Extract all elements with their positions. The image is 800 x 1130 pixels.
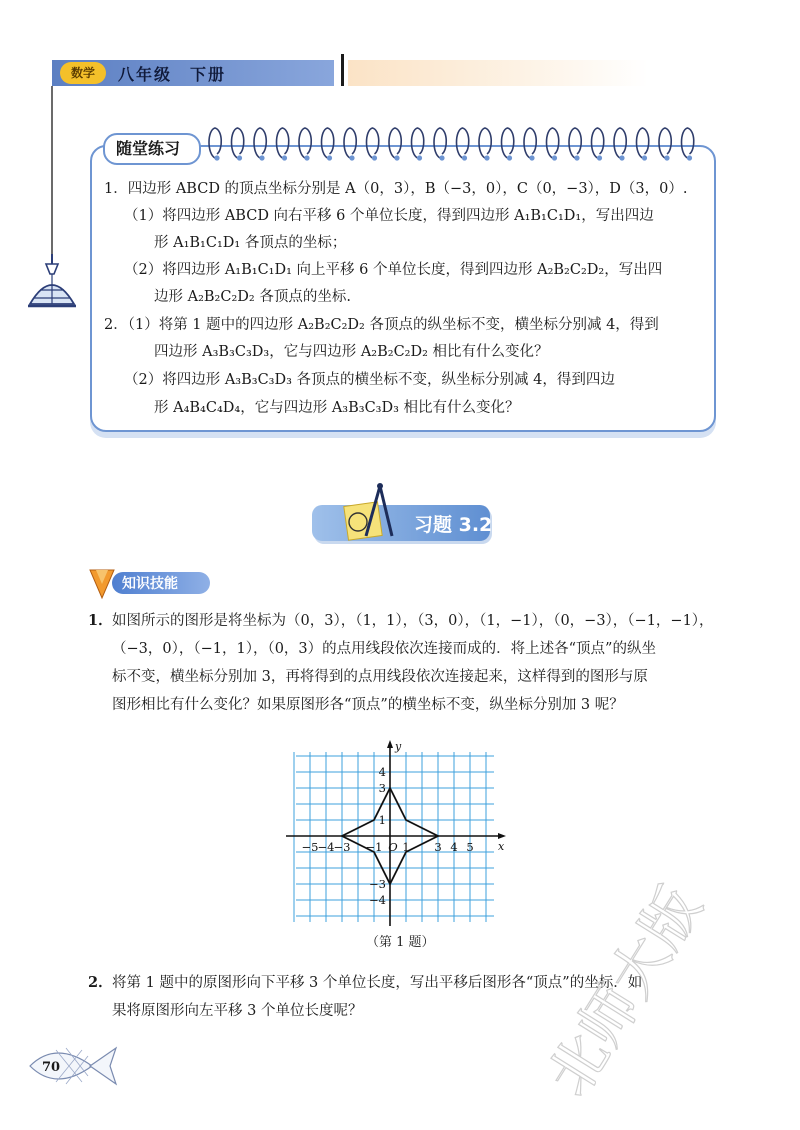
y-tick-label: 1	[378, 813, 386, 827]
spiral-hole	[259, 155, 264, 160]
x-tick-label: −4	[317, 840, 335, 854]
fish-page-ornament	[26, 1042, 118, 1090]
spiral-hole	[597, 155, 602, 160]
x-tick-label: −1	[365, 840, 383, 854]
x-tick-label: 5	[466, 840, 474, 854]
spiral-hole	[552, 155, 557, 160]
watermark	[534, 870, 790, 1120]
x-axis-label: x	[498, 840, 505, 853]
practice-line-6: 2．（1）将第 1 题中的四边形 A₂B₂C₂D₂ 各顶点的纵坐标不变，横坐标分别减 4，得到	[104, 317, 659, 333]
x-tick-label: −5	[301, 840, 319, 854]
knowledge-tag-label: 知识技能	[122, 576, 178, 592]
spiral-ring	[232, 128, 244, 158]
spiral-hole	[664, 155, 669, 160]
spiral-hole	[439, 155, 444, 160]
practice-line-2: （1）将四边形 ABCD 向右平移 6 个单位长度，得到四边形 A₁B₁C₁D₁，写出四边	[124, 208, 654, 224]
x-tick-label: 1	[402, 840, 410, 854]
header-fade-bar	[348, 60, 648, 86]
spiral-ring	[344, 128, 356, 158]
y-tick-label: 3	[378, 781, 386, 795]
spiral-ring	[412, 128, 424, 158]
spiral-ring	[524, 128, 536, 158]
spiral-binding	[205, 124, 705, 166]
x-tick-label: O	[388, 840, 398, 854]
question-1-number: 1．	[88, 612, 113, 629]
spiral-ring	[592, 128, 604, 158]
question-1-line-1: 如图所示的图形是将坐标为（0，3），（1，1），（3，0），（1，−1），（0，−3），（−1，−1），	[112, 613, 714, 629]
subject-badge: 数学	[60, 62, 106, 84]
spiral-hole	[282, 155, 287, 160]
spiral-ring	[322, 128, 334, 158]
spiral-ring	[277, 128, 289, 158]
x-tick-label: 3	[434, 840, 442, 854]
practice-line-4: （2）将四边形 A₁B₁C₁D₁ 向上平移 6 个单位长度，得到四边形 A₂B₂C₂D₂，写出四	[124, 262, 663, 278]
watermark-text: 北师大版	[534, 874, 715, 1108]
spiral-hole	[507, 155, 512, 160]
spiral-ring	[682, 128, 694, 158]
practice-line-3: 形 A₁B₁C₁D₁ 各顶点的坐标；	[154, 235, 347, 251]
question-1-line-3: 标不变，横坐标分别加 3，再将得到的点用线段依次连接起来，这样得到的图形与原	[112, 669, 648, 685]
question-1-line-4: 图形相比有什么变化？如果原图形各“顶点”的横坐标不变，纵坐标分别加 3 呢？	[112, 697, 624, 713]
practice-line-5: 边形 A₂B₂C₂D₂ 各顶点的坐标.	[154, 289, 351, 305]
x-axis-arrow	[498, 833, 506, 839]
spiral-hole	[484, 155, 489, 160]
spiral-ring	[569, 128, 581, 158]
question-2-number: 2．	[88, 974, 113, 991]
spiral-hole	[327, 155, 332, 160]
spiral-ring	[637, 128, 649, 158]
spiral-hole	[394, 155, 399, 160]
question-1-line-2: （−3，0），（−1，1），（0，3）的点用线段依次连接而成的．将上述各“顶点”的纵坐	[112, 641, 656, 657]
y-axis-label: y	[395, 740, 402, 753]
header-divider	[341, 54, 344, 86]
spiral-hole	[574, 155, 579, 160]
spiral-ring	[389, 128, 401, 158]
y-tick-label: −3	[369, 877, 386, 891]
compass-icon	[336, 480, 406, 546]
figure-caption: （第 1 题）	[366, 935, 435, 950]
spiral-ring	[254, 128, 266, 158]
practice-line-1: 1．四边形 ABCD 的顶点坐标分别是 A（0，3），B（−3，0），C（0，−3），D（3，0）.	[104, 181, 688, 197]
coordinate-graph	[286, 740, 508, 932]
spiral-hole	[214, 155, 219, 160]
spiral-hole	[642, 155, 647, 160]
spiral-hole	[417, 155, 422, 160]
spiral-hole	[304, 155, 309, 160]
spiral-ring	[479, 128, 491, 158]
y-axis-arrow	[387, 740, 393, 748]
spiral-hole	[462, 155, 467, 160]
spiral-ring	[614, 128, 626, 158]
exercise-title: 习题 3.2	[414, 514, 493, 536]
question-2-line-2: 果将原图形向左平移 3 个单位长度呢？	[112, 1003, 363, 1019]
spiral-ring	[299, 128, 311, 158]
practice-line-7: 四边形 A₃B₃C₃D₃，它与四边形 A₂B₂C₂D₂ 相比有什么变化？	[154, 344, 549, 360]
spiral-hole	[237, 155, 242, 160]
practice-line-9: 形 A₄B₄C₄D₄，它与四边形 A₃B₃C₃D₃ 相比有什么变化？	[154, 400, 520, 416]
spiral-ring	[434, 128, 446, 158]
practice-line-8: （2）将四边形 A₃B₃C₃D₃ 各顶点的横坐标不变，纵坐标分别减 4，得到四边	[124, 372, 615, 388]
spiral-hole	[619, 155, 624, 160]
spiral-ring	[457, 128, 469, 158]
y-tick-label: −4	[369, 893, 386, 907]
x-tick-label: 4	[450, 840, 458, 854]
practice-title: 随堂练习	[116, 139, 181, 158]
spiral-ring	[209, 128, 221, 158]
question-2-line-1: 将第 1 题中的原图形向下平移 3 个单位长度，写出平移后图形各“顶点”的坐标．如	[112, 975, 643, 991]
compass-tower-icon	[24, 252, 80, 310]
y-tick-label: 4	[378, 765, 386, 779]
spiral-ring	[502, 128, 514, 158]
header-title: 八年级 下册	[118, 65, 227, 84]
margin-rule	[51, 86, 53, 258]
spiral-ring	[659, 128, 671, 158]
spiral-hole	[372, 155, 377, 160]
spiral-ring	[547, 128, 559, 158]
x-tick-label: −3	[333, 840, 351, 854]
page-number: 70	[42, 1060, 61, 1075]
spiral-ring	[367, 128, 379, 158]
spiral-hole	[349, 155, 354, 160]
spiral-hole	[529, 155, 534, 160]
spiral-hole	[687, 155, 692, 160]
